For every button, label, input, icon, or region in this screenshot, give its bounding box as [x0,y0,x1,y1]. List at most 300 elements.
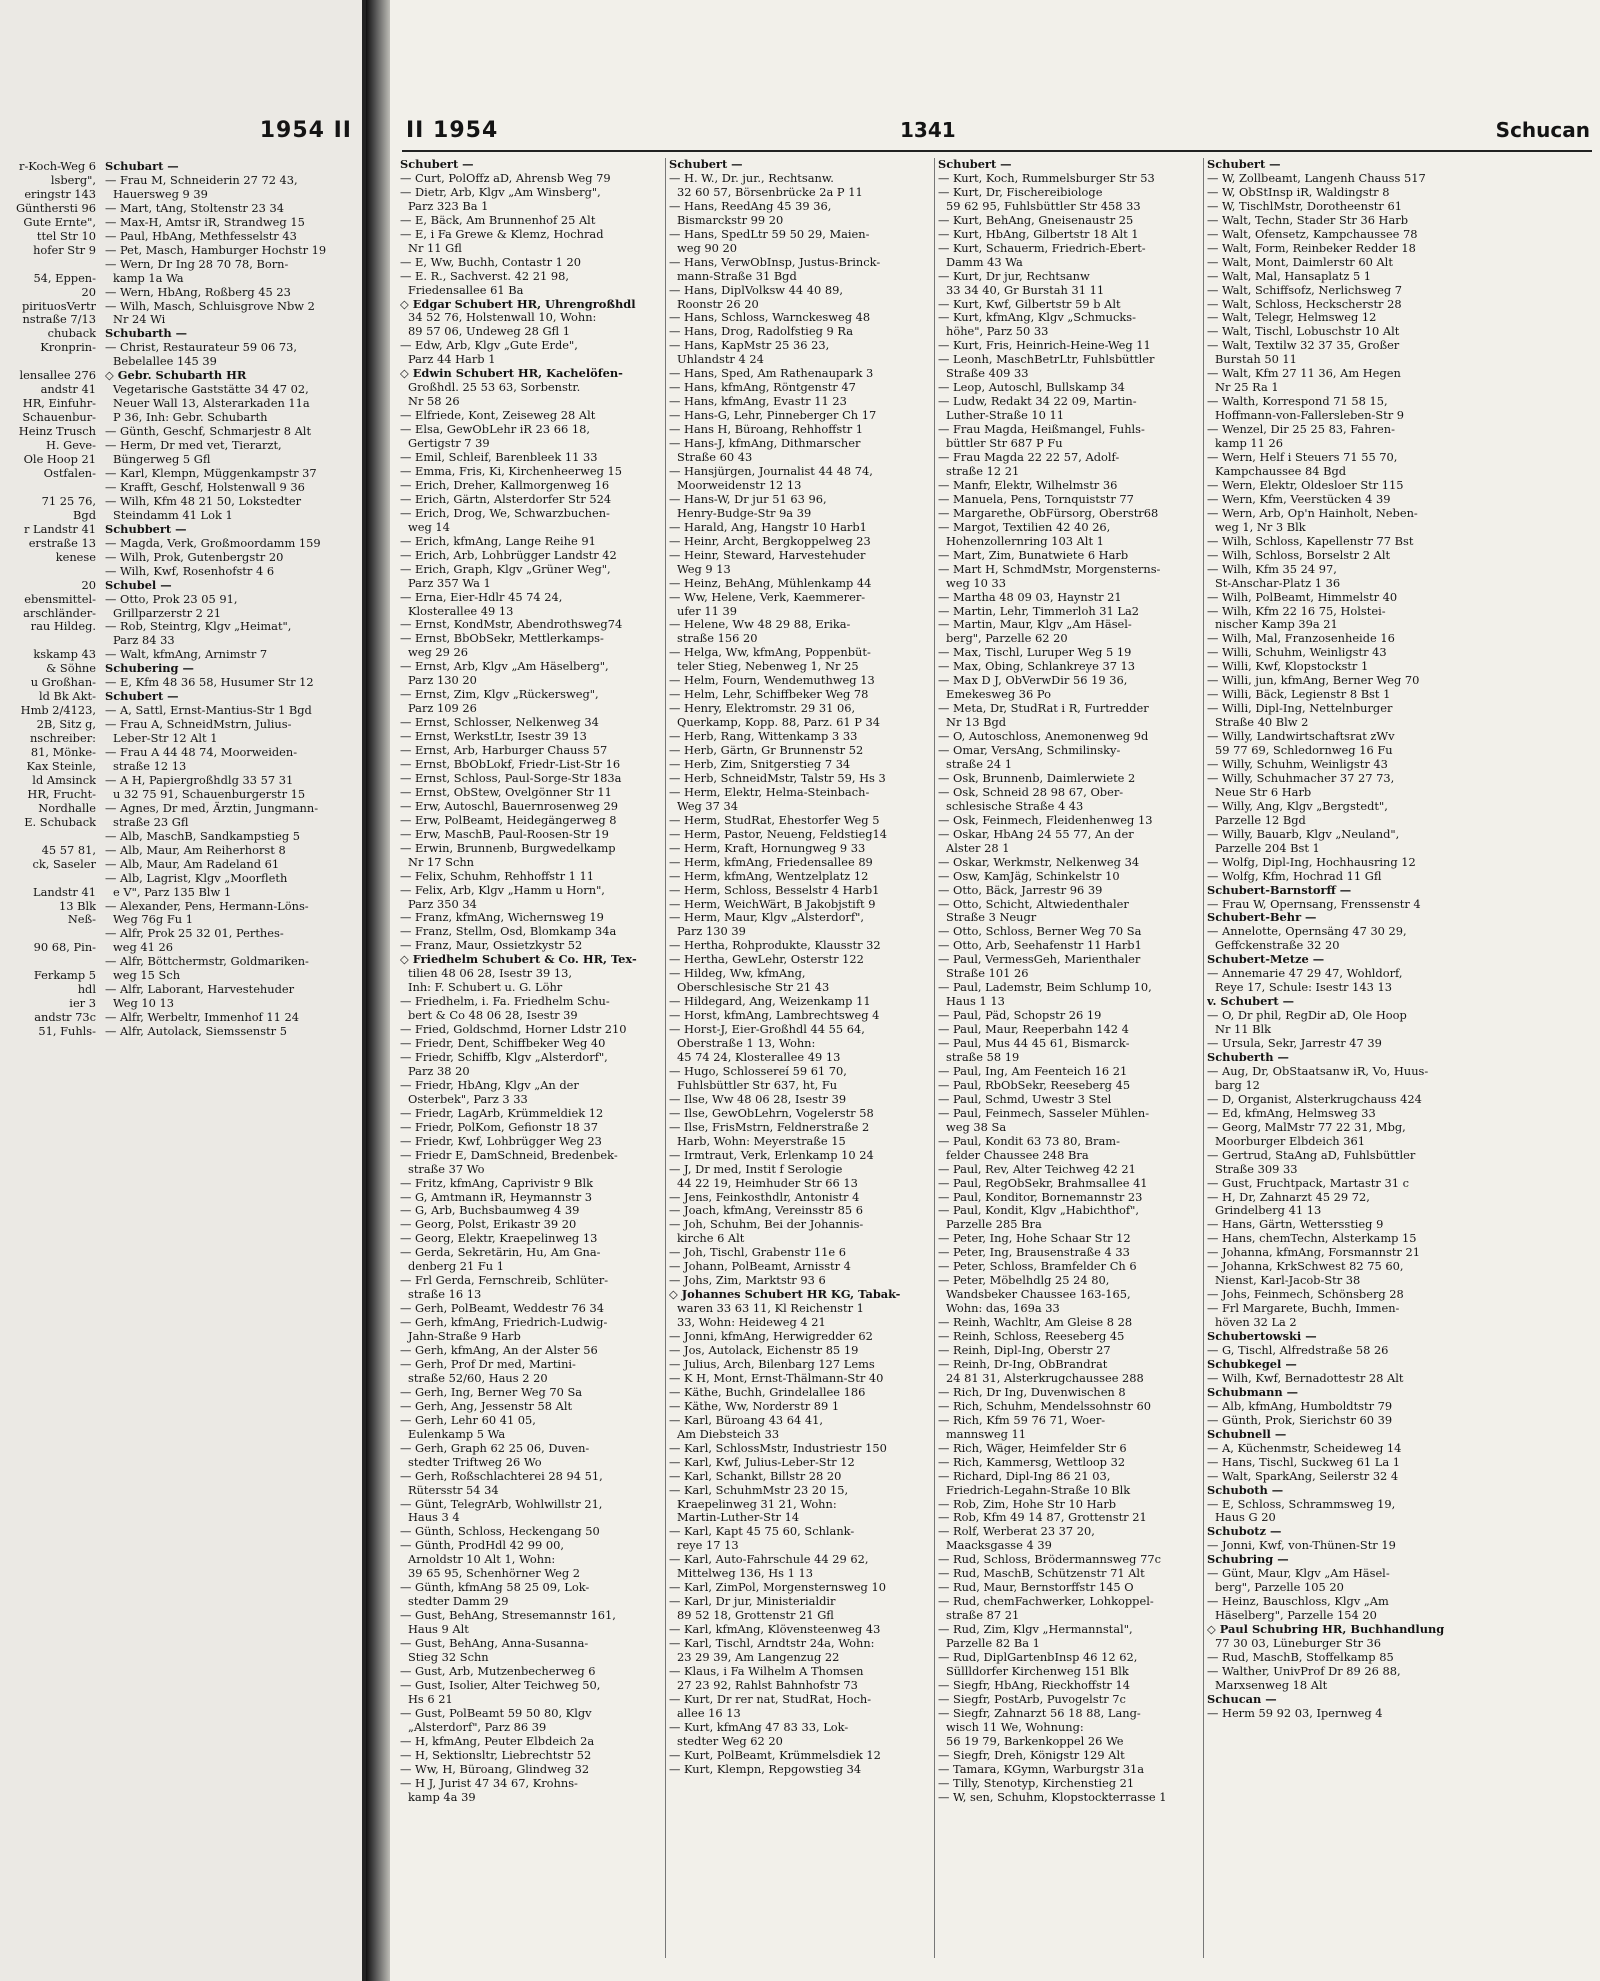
directory-column-1 [400,158,662,1804]
directory-entry-line: chuback [47,326,96,341]
directory-entry-line: — Herm, WeichWärt, B Jakobjstift 9 [669,896,876,911]
directory-entry-line [16,634,96,648]
directory-entry-line: Günthersti 96 [15,200,96,215]
directory-entry-line: — Mart, tAng, Stoltenstr 23 34 [105,200,285,215]
directory-entry-line: — Herb, SchneidMstr, Talstr 59, Hs 3 [669,770,886,785]
directory-entry-line: Parz 350 34 [408,896,477,911]
directory-entry-line: — Friedr E, DamSchneid, Bredenbek- [400,1147,618,1162]
directory-entry-line: — Kurt, Kwf, Gilbertstr 59 b Alt [938,296,1121,311]
directory-entry-line: Nordhalle [38,800,96,815]
directory-entry-line: — Jonni, Kwf, von-Thünen-Str 19 [1207,1538,1396,1553]
directory-entry-line: — Kurt, Koch, Rummelsburger Str 53 [938,170,1155,185]
directory-entry-line: Neuer Wall 13, Alsterarkaden 11a [113,396,310,411]
directory-entry-line: 39 65 95, Schenhörner Weg 2 [408,1566,581,1581]
directory-entry-line: Nr 11 Gfl [408,240,462,255]
directory-entry-line: Parzelle 204 Bst 1 [1215,840,1320,855]
directory-entry-line: Schubmann — [1207,1384,1299,1399]
directory-entry-line: — Ernst, Arb, Harburger Chauss 57 [400,743,608,758]
directory-entry-line: — Herm, kfmAng, Wentzelplatz 12 [669,868,869,883]
directory-entry-line: Weg 76g Fu 1 [113,912,193,927]
directory-entry-line: Straße 60 43 [677,450,753,465]
directory-entry-line: — Frl Gerda, Fernschreib, Schlüter- [400,1273,609,1288]
directory-entry-line: — Alfr, Laborant, Harvestehuder [105,982,295,997]
directory-entry-line: Vegetarische Gaststätte 34 47 02, [113,382,309,397]
directory-entry-line: — Herm, Maur, Klgv „Alsterdorf", [669,910,864,925]
directory-entry-line: — Ww, Helene, Verk, Kaemmerer- [669,589,866,604]
directory-entry-line: — Kurt, Fris, Heinrich-Heine-Weg 11 [938,338,1151,353]
directory-entry-line: straße 52/60, Haus 2 20 [408,1370,548,1385]
directory-entry-line: weg 15 Sch [113,968,181,983]
directory-entry-line: Parzelle 12 Bgd [1215,812,1306,827]
directory-entry-line [16,481,96,495]
directory-entry-line: weg 41 26 [113,940,174,955]
directory-entry-line: ebensmittel- [24,591,96,606]
directory-entry-line: — Walt, Schiffsofz, Nerlichsweg 7 [1207,282,1403,297]
directory-entry-line: — Martin, Lehr, Timmerloh 31 La2 [938,603,1139,618]
directory-entry-line: — Walt, Mal, Hansaplatz 5 1 [1207,268,1372,283]
directory-entry-line: — Herm, Kraft, Hornungweg 9 33 [669,840,866,855]
directory-entry-line: — Erw, MaschB, Paul-Roosen-Str 19 [400,826,609,841]
directory-entry-line: — Alfr, Böttchermstr, Goldmariken- [105,954,309,969]
directory-entry-line: — Gerda, Sekretärin, Hu, Am Gna- [400,1245,601,1260]
directory-entry-line [16,355,96,369]
directory-entry-line: 59 62 95, Fuhlsbüttler Str 458 33 [946,198,1141,213]
directory-entry-line: — Wern, Dr Ing 28 70 78, Born- [105,256,289,271]
directory-entry-line: — Günth, Schloss, Heckengang 50 [400,1524,600,1539]
directory-entry-line: lensallee 276 [19,368,96,383]
directory-entry-line: — W, TischlMstr, Dorotheenstr 61 [1207,198,1402,213]
directory-entry-line: felder Chaussee 248 Bra [946,1147,1089,1162]
directory-entry-line: — Karl, Auto-Fahrschule 44 29 62, [669,1552,869,1567]
directory-entry-line: — G, Arb, Buchsbaumweg 4 39 [400,1203,580,1218]
directory-entry-line: 51, Fuhls- [38,1024,96,1039]
directory-entry-line: — Irmtraut, Verk, Erlenkamp 10 24 [669,1147,874,1162]
directory-entry-line: — Willy, Ang, Klgv „Bergstedt", [1207,798,1388,813]
directory-entry-line: — K H, Mont, Ernst-Thälmann-Str 40 [669,1370,884,1385]
directory-entry-line: — Karl, SchuhmMstr 23 20 15, [669,1482,849,1497]
directory-entry-line: lsberg", [50,172,96,187]
directory-column-3 [938,158,1200,1804]
directory-entry-line: — Otto, Bäck, Jarrestr 96 39 [938,882,1103,897]
directory-entry-line: kirche 6 Alt [677,1231,745,1246]
directory-entry-line: — Hans, KapMstr 25 36 23, [669,338,830,353]
directory-entry-line: Schubart — [105,160,179,173]
directory-entry-line: — Alb, Maur, Am Radeland 61 [105,856,280,871]
directory-entry-line: — Hertha, GewLehr, Osterstr 122 [669,952,864,967]
directory-entry-line: Alster 28 1 [946,840,1010,855]
directory-page [390,0,1600,1981]
directory-entry-line [16,927,96,941]
directory-entry-line: — Alb, kfmAng, Humboldtstr 79 [1207,1398,1393,1413]
directory-entry-line: Hmb 2/4123, [20,703,96,718]
directory-entry-line: — W, sen, Schuhm, Klopstockterrasse 1 [938,1789,1167,1804]
directory-entry-line: — Erich, Drog, We, Schwarzbuchen- [400,505,610,520]
directory-entry-line: 54, Eppen- [33,270,96,285]
directory-entry-line: — Rich, Schuhm, Mendelssohnstr 60 [938,1398,1152,1413]
directory-entry-line: — Kurt, Dr jur, Rechtsanw [938,268,1090,283]
directory-entry-line: — Siegfr, Dreh, Königstr 129 Alt [938,1747,1125,1762]
directory-entry-line: — Elsa, GewObLehr iR 23 66 18, [400,422,590,437]
directory-entry-line: — Günth, kfmAng 58 25 09, Lok- [400,1580,590,1595]
directory-entry-line: — Friedr, HbAng, Klgv „An der [400,1077,579,1092]
directory-entry-line: — Wern, Arb, Op'n Hainholt, Neben- [1207,505,1418,520]
directory-entry-line: Kampchaussee 84 Bgd [1215,463,1347,478]
directory-entry-line: — Peter, Ing, Brausenstraße 4 33 [938,1245,1130,1260]
directory-entry-line: — Wenzel, Dir 25 25 83, Fahren- [1207,422,1395,437]
previous-page-fragments-a [16,160,96,1039]
column-divider [1203,158,1204,1958]
directory-entry-line: 24 81 31, Alsterkrugchaussee 288 [946,1370,1144,1385]
directory-entry-line: P 36, Inh: Gebr. Schubarth [113,410,268,425]
directory-entry-line: straße 58 19 [946,1050,1020,1064]
directory-entry-line: — Agnes, Dr med, Ärztin, Jungmann- [105,800,319,815]
directory-entry-line: — Heinz, BehAng, Mühlenkamp 44 [669,575,872,590]
directory-entry-line: Bebelallee 145 39 [113,354,217,369]
directory-entry-line: — Oskar, HbAng 24 55 77, An der [938,826,1134,841]
directory-entry-line: — Rud, MaschB, Stoffelkamp 85 [1207,1649,1394,1664]
directory-entry-line: — Franz, kfmAng, Wichernsweg 19 [400,910,604,925]
directory-entry-line: — E, Schloss, Schrammsweg 19, [1207,1496,1396,1511]
directory-entry-line: — Karl, Büroang 43 64 41, [669,1412,824,1427]
directory-entry-line: — Gerh, Prof Dr med, Martini- [400,1356,576,1371]
directory-entry-line: — Alfr, Prok 25 32 01, Perthes- [105,926,284,941]
directory-entry-line: — Kurt, BehAng, Gneisenaustr 25 [938,212,1134,227]
directory-entry-line: — Wilh, Kwf, Bernadottestr 28 Alt [1207,1370,1404,1385]
directory-entry-line: — Herm, kfmAng, Friedensallee 89 [669,854,873,869]
directory-entry-line: — Franz, Stellm, Osd, Blomkamp 34a [400,924,617,939]
directory-entry-line: — E, Kfm 48 36 58, Husumer Str 12 [105,675,314,690]
directory-entry-line: — Herm, Dr med vet, Tierarzt, [105,438,282,453]
directory-entry-line: — Willy, Schuhmacher 37 27 73, [1207,770,1395,785]
directory-entry-line: 59 77 69, Schledornweg 16 Fu [1215,743,1393,758]
directory-entry-line: — Emma, Fris, Ki, Kirchenheerweg 15 [400,463,622,478]
directory-entry-line: — Willy, Schuhm, Weinligstr 43 [1207,756,1388,771]
directory-entry-line: — E, Bäck, Am Brunnenhof 25 Alt [400,212,596,227]
directory-entry-line: — Wilh, PolBeamt, Himmelstr 40 [1207,589,1398,604]
directory-entry-line: — Osw, KamJäg, Schinkelstr 10 [938,868,1120,883]
directory-entry-line: straße 23 Gfl [113,814,189,829]
directory-entry-line: Martin-Luther-Str 14 [677,1510,800,1525]
directory-entry-line: — Hans, Gärtn, Wettersstieg 9 [1207,1217,1384,1232]
directory-entry-line: Nr 25 Ra 1 [1215,380,1279,395]
directory-entry-line: — Manfr, Elektr, Wilhelmstr 36 [938,477,1118,492]
directory-entry-line: — Hans-G, Lehr, Pinneberger Ch 17 [669,408,877,423]
directory-entry-line: — Rud, Maur, Bernstorffstr 145 O [938,1580,1134,1595]
directory-entry-line: — Hildeg, Ww, kfmAng, [669,966,806,981]
directory-entry-line: — Hans, DiplVolksw 44 40 89, [669,282,844,297]
directory-entry-line: — Paul, Feinmech, Sasseler Mühlen- [938,1105,1150,1120]
directory-entry-line: — Hans, ReedAng 45 39 36, [669,198,832,213]
directory-entry-line: reye 17 13 [677,1538,739,1553]
directory-entry-line: — Frl Margarete, Buchh, Immen- [1207,1301,1400,1316]
directory-entry-line: — Richard, Dipl-Ing 86 21 03, [938,1468,1111,1483]
directory-entry-line: Schubotz — [1207,1524,1282,1539]
directory-entry-line: — Alb, Maur, Am Reiherhorst 8 [105,842,286,857]
directory-entry-line: — Joh, Schuhm, Bei der Johannis- [669,1217,864,1232]
directory-entry-line: Nr 13 Bgd [946,715,1007,730]
directory-entry-line: 32 60 57, Börsenbrücke 2a P 11 [677,184,863,199]
directory-entry-line: Landstr 41 [33,884,96,899]
directory-entry-line: Schubnell — [1207,1426,1287,1441]
directory-entry-line: — Wolfg, Dipl-Ing, Hochhausring 12 [1207,854,1416,869]
directory-entry-line: — Gerh, PolBeamt, Weddestr 76 34 [400,1301,605,1316]
directory-entry-line: — H. W., Dr. jur., Rechtsanw. [669,170,834,185]
directory-entry-line: Rütersstr 54 34 [408,1482,499,1497]
directory-entry-line: Eulenkamp 5 Wa [408,1426,506,1441]
previous-page-strip [0,0,366,1981]
directory-entry-line: — A, Sattl, Ernst-Mantius-Str 1 Bgd [105,703,312,718]
directory-entry-line: Damm 43 Wa [946,254,1023,269]
directory-entry-line: — Joach, kfmAng, Vereinsstr 85 6 [669,1203,863,1218]
directory-entry-line: r Landstr 41 [23,521,96,536]
directory-entry-line: — Johanna, kfmAng, Forsmannstr 21 [1207,1245,1420,1260]
directory-entry-line: — Erw, Autoschl, Bauernrosenweg 29 [400,798,618,813]
directory-entry-line: kenese [55,549,96,564]
directory-entry-line: — Heinr, Archt, Bergkoppelweg 23 [669,533,871,548]
directory-entry-line: — Oskar, Werkmstr, Nelkenweg 34 [938,854,1140,869]
directory-entry-line: — Ernst, Zim, Klgv „Rückersweg", [400,687,599,702]
directory-entry-line: — Hans, Sped, Am Rathenaupark 3 [669,366,874,381]
directory-entry-line: weg 1, Nr 3 Blk [1215,519,1306,534]
directory-entry-line: Bgd [73,507,96,522]
directory-entry-line: — Johs, Feinmech, Schönsberg 28 [1207,1287,1404,1302]
directory-entry-line: — Rich, Kammersg, Wettloop 32 [938,1454,1126,1469]
directory-entry-line: Grindelberg 41 13 [1215,1203,1322,1218]
directory-entry-line: — Leop, Autoschl, Bullskamp 34 [938,380,1125,395]
directory-entry-line: Parz 130 39 [677,924,746,939]
directory-entry-line: — Hans, SpedLtr 59 50 29, Maien- [669,226,870,241]
directory-entry-line: — Wilh, Kfm 35 24 97, [1207,561,1337,576]
directory-entry-line: 56 19 79, Barkenkoppel 26 We [946,1733,1124,1748]
previous-page-fragments-b [105,160,360,1039]
directory-entry-line: Neß- [67,912,96,927]
directory-entry-line: — Walt, Form, Reinbeker Redder 18 [1207,240,1416,255]
directory-entry-line: — Ernst, KondMstr, Abendrothsweg74 [400,617,623,632]
directory-entry-line: waren 33 63 11, Kl Reichenstr 1 [677,1301,864,1316]
directory-entry-line: Gute Ernte", [23,214,96,229]
directory-entry-line: Moorburger Elbdeich 361 [1215,1133,1365,1148]
directory-entry-line: — Mart H, SchmdMstr, Morgensterns- [938,561,1161,576]
directory-entry-line: Kraepelinweg 31 21, Wohn: [677,1496,837,1511]
directory-entry-line: berg", Parzelle 62 20 [946,631,1068,646]
directory-entry-line: kamp 4a 39 [408,1789,476,1804]
directory-entry-line: — Paul, RbObSekr, Reeseberg 45 [938,1077,1131,1092]
directory-entry-line: — Friedr, Dent, Schiffbeker Weg 40 [400,1036,606,1051]
directory-entry-line [16,830,96,844]
directory-entry-line: Klosterallee 49 13 [408,603,514,618]
directory-entry-line [16,872,96,886]
directory-entry-line: — Frau W, Opernsang, Frenssenstr 4 [1207,896,1421,911]
directory-entry-line: — Klaus, i Fa Wilhelm A Thomsen [669,1663,864,1678]
directory-entry-line: — Ernst, Arb, Klgv „Am Häselberg", [400,659,609,674]
directory-entry-line: — Karl, Klempn, Müggenkampstr 37 [105,465,317,480]
directory-entry-line: — Rud, chemFachwerker, Lohkoppel- [938,1594,1154,1609]
directory-entry-line: — Meta, Dr, StudRat i R, Furtredder [938,701,1149,716]
directory-entry-line: Hs 6 21 [408,1691,453,1706]
directory-entry-line: Schubert — [105,689,179,704]
directory-entry-line: ld Bk Akt- [38,689,96,704]
directory-entry-line: rau Hildeg. [30,619,96,634]
directory-entry-line: & Söhne [46,661,96,676]
directory-entry-line: ld Amsinck [32,772,96,787]
directory-entry-line: — Wern, Helf i Steuers 71 55 70, [1207,450,1398,465]
directory-entry-line: Gertigstr 7 39 [408,436,490,451]
directory-entry-line: ufer 11 39 [677,603,737,618]
directory-entry-line: — Herm 59 92 03, Ipernweg 4 [1207,1705,1383,1720]
directory-entry-line: ck, Saseler [32,856,96,871]
directory-entry-line: andstr 73c [34,1010,96,1025]
directory-entry-line: — Karl, Schankt, Billstr 28 20 [669,1468,842,1483]
directory-entry-line: — Rud, MaschB, Schützenstr 71 Alt [938,1566,1145,1581]
directory-entry-line: — Walt, Mont, Daimlerstr 60 Alt [1207,254,1393,269]
directory-entry-line: Bismarckstr 99 20 [677,212,784,227]
directory-entry-line: — Krafft, Geschf, Holstenwall 9 36 [105,479,305,494]
directory-entry-line: — Walt, Techn, Stader Str 36 Harb [1207,212,1409,227]
directory-entry-line: — Paul, RegObSekr, Brahmsallee 41 [938,1175,1148,1190]
directory-entry-line: — Karl, Kwf, Julius-Leber-Str 12 [669,1454,855,1469]
directory-entry-line: Haus 1 13 [946,994,1005,1009]
directory-entry-line: — Felix, Arb, Klgv „Hamm u Horn", [400,882,605,897]
directory-entry-line: — Reinh, Schloss, Reeseberg 45 [938,1329,1125,1344]
directory-entry-line: — Hans H, Büroang, Rehhoffstr 1 [669,422,864,437]
directory-entry-line: — Käthe, Buchh, Grindelallee 186 [669,1384,866,1399]
directory-entry-line: — Joh, Tischl, Grabenstr 11e 6 [669,1245,846,1260]
directory-entry-line: HR, Frucht- [27,786,96,801]
directory-entry-line: allee 16 13 [677,1705,741,1720]
directory-entry-line: Geffckenstraße 32 20 [1215,938,1340,953]
directory-entry-line: 20 [81,284,96,299]
directory-entry-line: Parz 323 Ba 1 [408,198,489,213]
directory-entry-line: — Gerh, kfmAng, Friedrich-Ludwig- [400,1315,608,1330]
directory-entry-line: — Alfr, Werbeltr, Immenhof 11 24 [105,1010,299,1025]
directory-entry-line: — Ww, H, Büroang, Glindweg 32 [400,1761,590,1776]
header-rule [402,150,1592,152]
directory-column-2 [669,158,931,1777]
directory-entry-line: — Otto, Schloss, Berner Weg 70 Sa [938,924,1142,939]
directory-entry-line: — Heinz, Bauschloss, Klgv „Am [1207,1594,1389,1609]
directory-entry-line: — Erich, kfmAng, Lange Reihe 91 [400,533,596,548]
directory-entry-line: Weg 10 13 [113,996,175,1011]
directory-entry-line: — Willi, jun, kfmAng, Berner Weg 70 [1207,673,1420,688]
directory-entry-line: — Friedr, Schiffb, Klgv „Alsterdorf", [400,1050,608,1064]
directory-entry-line: ◇ Friedhelm Schubert & Co. HR, Tex- [400,952,637,967]
directory-entry-line: — Hertha, Rohprodukte, Klausstr 32 [669,938,881,953]
directory-entry-line: — Peter, Möbelhdlg 25 24 80, [938,1273,1110,1288]
directory-entry-line: — Max, Obing, Schlankreye 37 13 [938,659,1136,674]
directory-entry-line: Schubert-Barnstorff — [1207,882,1352,897]
directory-entry-line: Neue Str 6 Harb [1215,784,1312,799]
directory-entry-line: — Leonh, MaschBetrLtr, Fuhlsbüttler [938,352,1155,367]
directory-entry-line: Oberschlesische Str 21 43 [677,980,830,995]
directory-entry-line: — Walt, SparkAng, Seilerstr 32 4 [1207,1468,1399,1483]
directory-entry-line: — Georg, Polst, Erikastr 39 20 [400,1217,577,1232]
directory-entry-line: — H J, Jurist 47 34 67, Krohns- [400,1775,578,1790]
directory-entry-line: — Rob, Zim, Hohe Str 10 Harb [938,1496,1117,1511]
directory-entry-line: — Siegfr, PostArb, Puvogelstr 7c [938,1691,1126,1706]
directory-entry-line: ◇ Paul Schubring HR, Buchhandlung [1207,1622,1445,1637]
directory-entry-line: — H, kfmAng, Peuter Elbdeich 2a [400,1733,595,1748]
directory-entry-line: weg 90 20 [677,240,738,255]
directory-entry-line: Süllldorfer Kirchenweg 151 Blk [946,1663,1129,1678]
directory-entry-line: — Wilh, Kfm 48 21 50, Lokstedter [105,493,302,508]
directory-entry-line: 13 Blk [58,898,96,913]
directory-entry-line: Schubert — [400,158,474,171]
directory-entry-line: — Walt, Textilw 32 37 35, Großer [1207,338,1400,353]
directory-entry-line: Querkamp, Kopp. 88, Parz. 61 P 34 [677,715,881,730]
directory-entry-line: kamp 1a Wa [113,270,184,285]
directory-entry-line: — Max, Tischl, Luruper Weg 5 19 [938,645,1132,660]
directory-entry-line: — Wern, Kfm, Veerstücken 4 39 [1207,491,1391,506]
directory-entry-line: — Gerh, kfmAng, An der Alster 56 [400,1343,598,1358]
column-divider [934,158,935,1958]
column-divider [665,158,666,1958]
directory-entry-line: — G, Tischl, Alfredstraße 58 26 [1207,1343,1389,1358]
directory-entry-line [16,565,96,579]
directory-entry-line: — Fried, Goldschmd, Horner Ldstr 210 [400,1022,627,1037]
directory-entry-line: — Kurt, kfmAng 47 83 33, Lok- [669,1719,849,1734]
directory-entry-line: r-Koch-Weg 6 [19,160,96,173]
directory-entry-line: — H, Dr, Zahnarzt 45 29 72, [1207,1189,1370,1204]
directory-entry-line: — Alb, MaschB, Sandkampstieg 5 [105,828,301,843]
directory-entry-line: erstraße 13 [28,535,96,550]
directory-entry-line: — Paul, Maur, Reeperbahn 142 4 [938,1022,1129,1037]
directory-entry-line: E. Schuback [24,814,96,829]
directory-entry-line: — Karl, ZimPol, Morgensternsweg 10 [669,1580,886,1595]
directory-entry-line: — W, Zollbeamt, Langenh Chauss 517 [1207,170,1426,185]
directory-entry-line: — Tamara, KGymn, Warburgstr 31a [938,1761,1145,1776]
directory-entry-line: Henry-Budge-Str 9a 39 [677,505,812,520]
directory-entry-line: Straße 309 33 [1215,1161,1298,1176]
directory-entry-line: — Annemarie 47 29 47, Wohldorf, [1207,966,1403,981]
directory-entry-line: — Paul, Lademstr, Beim Schlump 10, [938,980,1152,995]
directory-entry-line: HR, Einfuhr- [22,396,96,411]
book-gutter [366,0,390,1981]
directory-entry-line: — Ilse, GewObLehrn, Vogelerstr 58 [669,1105,874,1120]
directory-entry-line: 33 34 40, Gr Burstah 31 11 [946,282,1105,297]
directory-entry-line: — Osk, Feinmech, Fleidenhenweg 13 [938,812,1153,827]
directory-entry-line: — Martin, Maur, Klgv „Am Häsel- [938,617,1132,632]
directory-entry-line: — Hans, chemTechn, Alsterkamp 15 [1207,1231,1417,1246]
directory-entry-line: — Pet, Masch, Hamburger Hochstr 19 [105,242,327,257]
directory-entry-line: — Paul, Kondit 63 73 80, Bram- [938,1133,1120,1148]
directory-entry-line: — Annelotte, Opernsäng 47 30 29, [1207,924,1407,939]
directory-entry-line: — Paul, Ing, Am Feenteich 16 21 [938,1063,1128,1078]
directory-entry-line: 34 52 76, Holstenwall 10, Wohn: [408,310,597,325]
directory-entry-line: — Johs, Zim, Marktstr 93 6 [669,1273,826,1288]
directory-entry-line: höhe", Parz 50 33 [946,324,1049,339]
directory-entry-line: — H, Sektionsltr, Liebrechtstr 52 [400,1747,592,1762]
directory-entry-line: Ostfalen- [43,465,96,480]
directory-entry-line: Osterbek", Parz 3 33 [408,1091,528,1106]
directory-entry-line: — Kurt, kfmAng, Klgv „Schmucks- [938,310,1136,325]
directory-entry-line: — Edw, Arb, Klgv „Gute Erde", [400,338,578,353]
directory-entry-line: — Rich, Kfm 59 76 71, Woer- [938,1412,1106,1427]
directory-entry-line: — W, ObStInsp iR, Waldingstr 8 [1207,184,1390,199]
directory-entry-line: — Herm, Pastor, Neueng, Feldstieg14 [669,826,888,841]
directory-entry-line: — Alb, Lagrist, Klgv „Moorfleth [105,870,288,885]
directory-entry-line: — Horst-J, Eier-Großhdl 44 55 64, [669,1022,865,1037]
directory-entry-line: Stieg 32 Schn [408,1649,489,1664]
directory-entry-line: — Paul, Rev, Alter Teichweg 42 21 [938,1161,1136,1176]
directory-entry-line: — Tilly, Stenotyp, Kirchenstieg 21 [938,1775,1135,1790]
directory-entry-line: — Herm, Elektr, Helma-Steinbach- [669,784,870,799]
directory-entry-line: — Karl, Tischl, Arndtstr 24a, Wohn: [669,1636,875,1651]
directory-entry-line: nischer Kamp 39a 21 [1215,617,1338,632]
directory-entry-line: hofer Str 9 [33,242,96,257]
directory-entry-line: — Kurt, Dr rer nat, StudRat, Hoch- [669,1691,872,1706]
directory-entry-line: — Peter, Ing, Hohe Schaar Str 12 [938,1231,1131,1246]
directory-entry-line: — Friedr, LagArb, Krümmeldiek 12 [400,1105,604,1120]
